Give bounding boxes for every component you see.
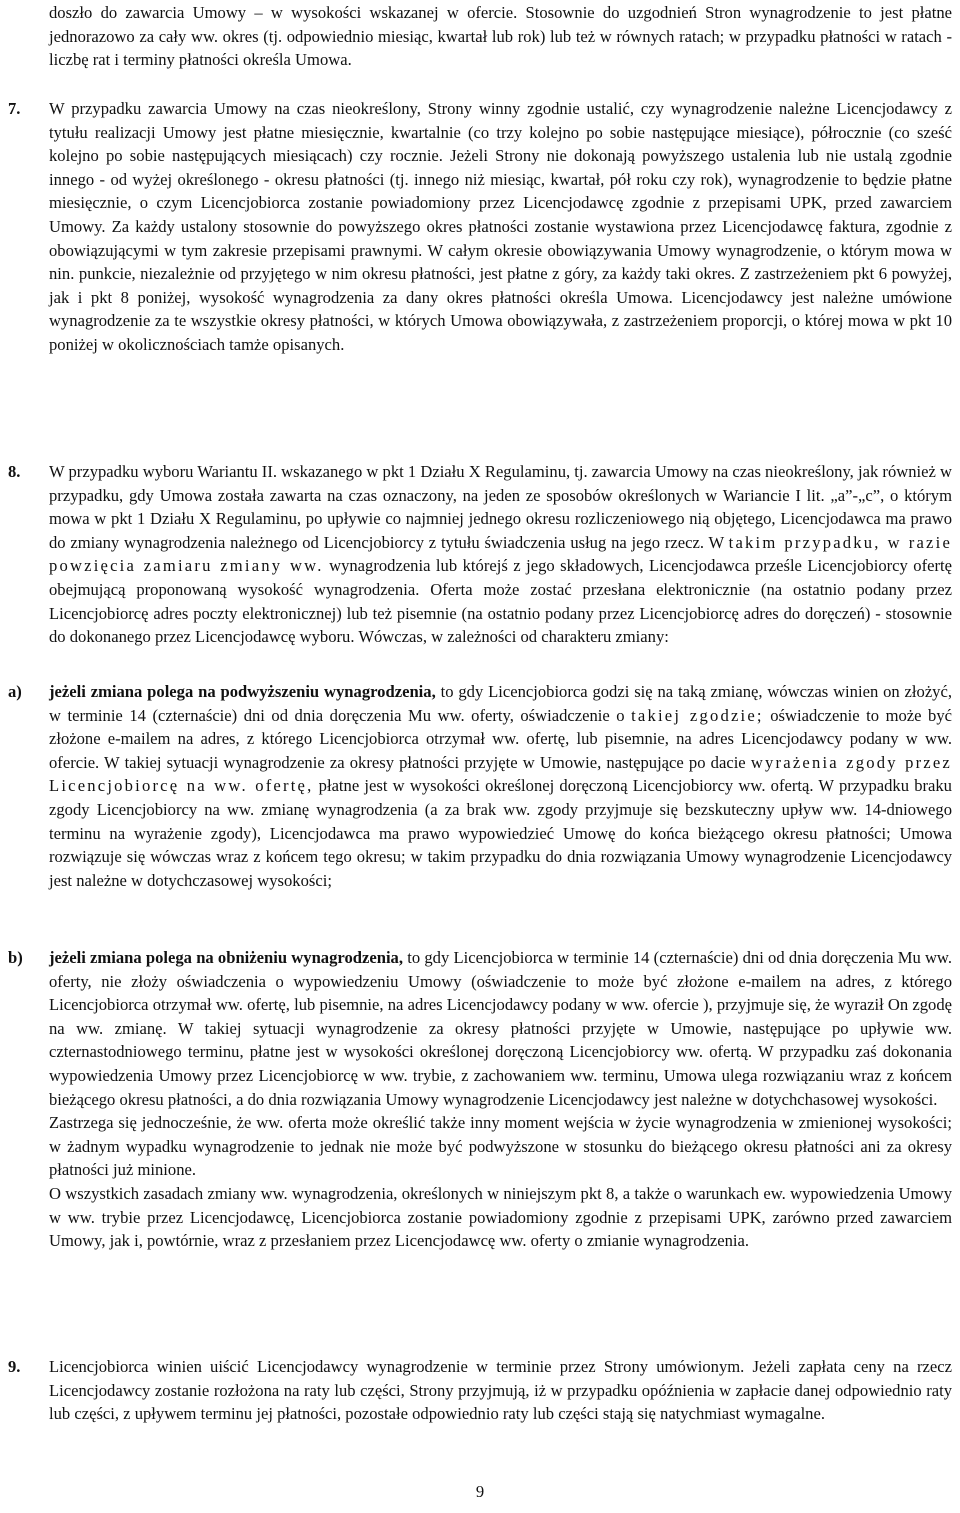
- section-number: 8.: [8, 462, 21, 481]
- subitem-a-spaced-2: wyrażenia zgody przez Licencjobiorcę na ww. ofertę,: [49, 752, 952, 796]
- section-8-text-a: W przypadku wyboru Wariantu II. wskazanego w pkt 1 Działu X Regulaminu, tj. zawarcia Umowy na czas nieokreślony, jak również w przypadku, gdy Umowa została zawarta na czas oznaczony, na jeden ze sposobów określonych w Wariancie I lit. „a”-„c”, o którym mowa w pkt 1 Działu X Regulaminu, po upływie co najmniej jednego okresu rozliczeniowego nią objętego, Licencjodawca ma prawo do zmiany wynagrodzenia należnego od Licencjobiorcy z tytułu świadczenia usług na jego rzecz. W: [49, 462, 952, 552]
- subitem-letter: b): [8, 948, 23, 967]
- section-number: 7.: [8, 99, 21, 118]
- page-number: 9: [475, 1482, 485, 1501]
- section-7-text: W przypadku zawarcia Umowy na czas nieokreślony, Strony winny zgodnie ustalić, czy wynagrodzenie należne Licencjodawcy z tytułu realizacji Umowy jest płatne miesięcznie, kwartalnie (co trzy kolejno po sobie następujące miesiące), półrocznie (co sześć kolejno po sobie następujących miesiącach) czy rocznie. Jeżeli Strony nie dokonają powyższego ustalenia lub nie ustalą zgodnie innego - od wyżej określonego - okresu płatności (tj. innego niż miesiąc, kwartał, pół roku czy rok), wynagrodzenie to będzie płatne miesięcznie, o czym Licencjobiorca zostanie powiadomiony przez Licencjodawcę zgodnie z przepisami UPK, przed zawarciem Umowy. Za każdy ustalony stosownie do powyższego okres płatności zostanie wystawiona przez Licencjodawcę faktura, zgodnie z obowiązującymi w tym zakresie przepisami prawnymi. W całym okresie obowiązywania Umowy wynagrodzenie, o którym mowa w nin. punkcie, niezależnie od przyjętego w nim okresu płatności, jest płatne z góry, za każdy taki okres. Z zastrzeżeniem pkt 6 powyżej, jak i pkt 8 poniżej, wysokość wynagrodzenia za dany okres płatności określa Umowa. Licencjodawcy jest należne umówione wynagrodzenie za te wszystkie okresy płatności, w których Umowa obowiązywała, z zastrzeżeniem proporcji, o której mowa w pkt 10 poniżej w okolicznościach tamże opisanych.: [49, 99, 952, 354]
- section-9: [8, 1355, 952, 1426]
- intro-spacer: [8, 1, 49, 72]
- subitem-a-text-3: płatne jest w wysokości określonej doręczoną Licencjobiorcy ww. ofertą. W przypadku braku zgody Licencjobiorcy na ww. zmianę wynagrodzenia (a za brak ww. zgody przyjmuje się bezskuteczny upływ ww. 14-dniowego terminu na wyrażenie zgody), Licencjodawca ma prawo wypowiedzieć Umowę do końca bieżącego okresu płatności; Umowa rozwiązuje się wówczas wraz z końcem tego okresu; w takim przypadku do dnia rozwiązania Umowy wynagrodzenie Licencjodawcy jest należne w dotychczasowej wysokości;: [49, 776, 952, 890]
- subitem-a-spaced-1: takiej zgodzie;: [631, 705, 764, 725]
- subitem-b-paragraph-1: [49, 946, 952, 1111]
- section-8-text: [49, 460, 952, 649]
- subitem-b-paragraph-3: O wszystkich zasadach zmiany ww. wynagrodzenia, określonych w niniejszym pkt 8, a także o warunkach ew. wypowiedzenia Umowy w ww. trybie przez Licencjodawcę, Licencjobiorca zostanie powiadomiony zgodnie z przepisami UPK, zarówno przed zawarciem Umowy, jak i, powtórnie, wraz z przesłaniem przez Licencjodawcę ww. oferty o zmianie wynagrodzenia.: [49, 1183, 952, 1251]
- subitem-a-text-2: oświadczenie to może być złożone e-mailem na adres, z którego Licencjobiorca otrzymał ww. ofertę, lub pisemnie, na adres Licencjodawcy podany w ww. ofercie. W takiej sytuacji wynagrodzenie za okresy płatności przyjęte w Umowie, następujące po dacie: [49, 705, 952, 772]
- intro-text: doszło do zawarcia Umowy – w wysokości wskazanej w ofercie. Stosownie do uzgodnień Stron wynagrodzenie to jest płatne jednorazowo za cały ww. okres (tj. odpowiednio miesiąc, kwartał lub rok) lub też w równych ratach; w przypadku płatności w ratach - liczbę rat i terminy płatności określa Umowa.: [49, 3, 952, 70]
- intro-continuation: [8, 1, 952, 72]
- subitem-b-text-1: to gdy Licencjobiorca w terminie 14 (czternaście) dni od dnia doręczenia Mu ww. oferty, nie złoży oświadczenia o wypowiedzeniu Umowy (oświadczenie to może być złożone e-mailem na adres, z którego Licencjobiorca otrzymał ww. ofertę, lub pisemnie, na adres Licencjodawcy podany w ww. ofercie ), przyjmuje się, że wyraził On zgodę na ww. zmianę. W takiej sytuacji wynagrodzenie za okresy płatności przyjęte w Umowie, następujące po upływie ww. czternastodniowego terminu, płatne jest w wysokości określonej doręczoną Licencjobiorcy ww. ofertą. W przypadku zaś dokonania wypowiedzenia Umowy przez Licencjobiorcę w ww. trybie, z zachowaniem ww. terminu, Umowa ulega rozwiązaniu wraz z końcem bieżącego okresu płatności, a do dnia rozwiązania Umowy wynagrodzenie Licencjodawcy jest należne w dotychchasowej wysokości.: [49, 948, 952, 1109]
- subitem-b-paragraph-2: Zastrzega się jednocześnie, że ww. oferta może określić także inny moment wejścia w życie wynagrodzenia w zmienionej wysokości; w żadnym wypadku wynagrodzenie to jednak nie może być podwyższone w stosunku do bieżącego okresu płatności ani za okresy płatności już minione.: [49, 1113, 952, 1180]
- subitem-letter: a): [8, 682, 22, 701]
- subitem-b: [8, 946, 952, 1253]
- section-8-spaced-text: takim przypadku, w razie powzięcia zamiaru zmiany ww.: [49, 532, 953, 576]
- section-9-text: Licencjobiorca winien uiścić Licencjodawcy wynagrodzenie w terminie przez Strony umówionym. Jeżeli zapłata ceny na rzecz Licencjodawcy zostanie rozłożona na raty lub części, Strony przyjmują, iż w przypadku opóźnienia w zapłacie danej odpowiednio raty lub części, z upływem terminu jej płatności, pozostałe odpowiednio raty lub części stają się natychmiast wymagalne.: [49, 1357, 952, 1424]
- section-7: [8, 97, 952, 357]
- section-number: 9.: [8, 1357, 21, 1376]
- subitem-a-lead: jeżeli zmiana polega na podwyższeniu wynagrodzenia,: [49, 682, 436, 701]
- subitem-b-text: [49, 946, 952, 1253]
- subitem-a-text: [49, 680, 952, 892]
- section-8: [8, 460, 952, 649]
- section-8-text-c: wynagrodzenia lub którejś z jego składowych, Licencjodawca prześle Licencjobiorcy ofertę obejmującą proponowaną wysokość wynagrodzenia. Oferta może zostać przesłana elektronicznie (na ostatnio podany przez Licencjobiorcę adres poczty elektronicznej) lub też pisemnie (na ostatnio podany przez Licencjobiorcę adres do doręczeń) - stosownie do dokonanego przez Licencjodawcę wyboru. Wówczas, w zależności od charakteru zmiany:: [49, 556, 952, 647]
- subitem-b-lead: jeżeli zmiana polega na obniżeniu wynagrodzenia,: [49, 948, 404, 967]
- subitem-a-text-1: to gdy Licencjobiorca godzi się na taką zmianę, wówczas winien on złożyć, w terminie 14 (czternaście) dni od dnia doręczenia Mu ww. oferty, oświadczenie o: [49, 682, 952, 725]
- subitem-a: [8, 680, 952, 892]
